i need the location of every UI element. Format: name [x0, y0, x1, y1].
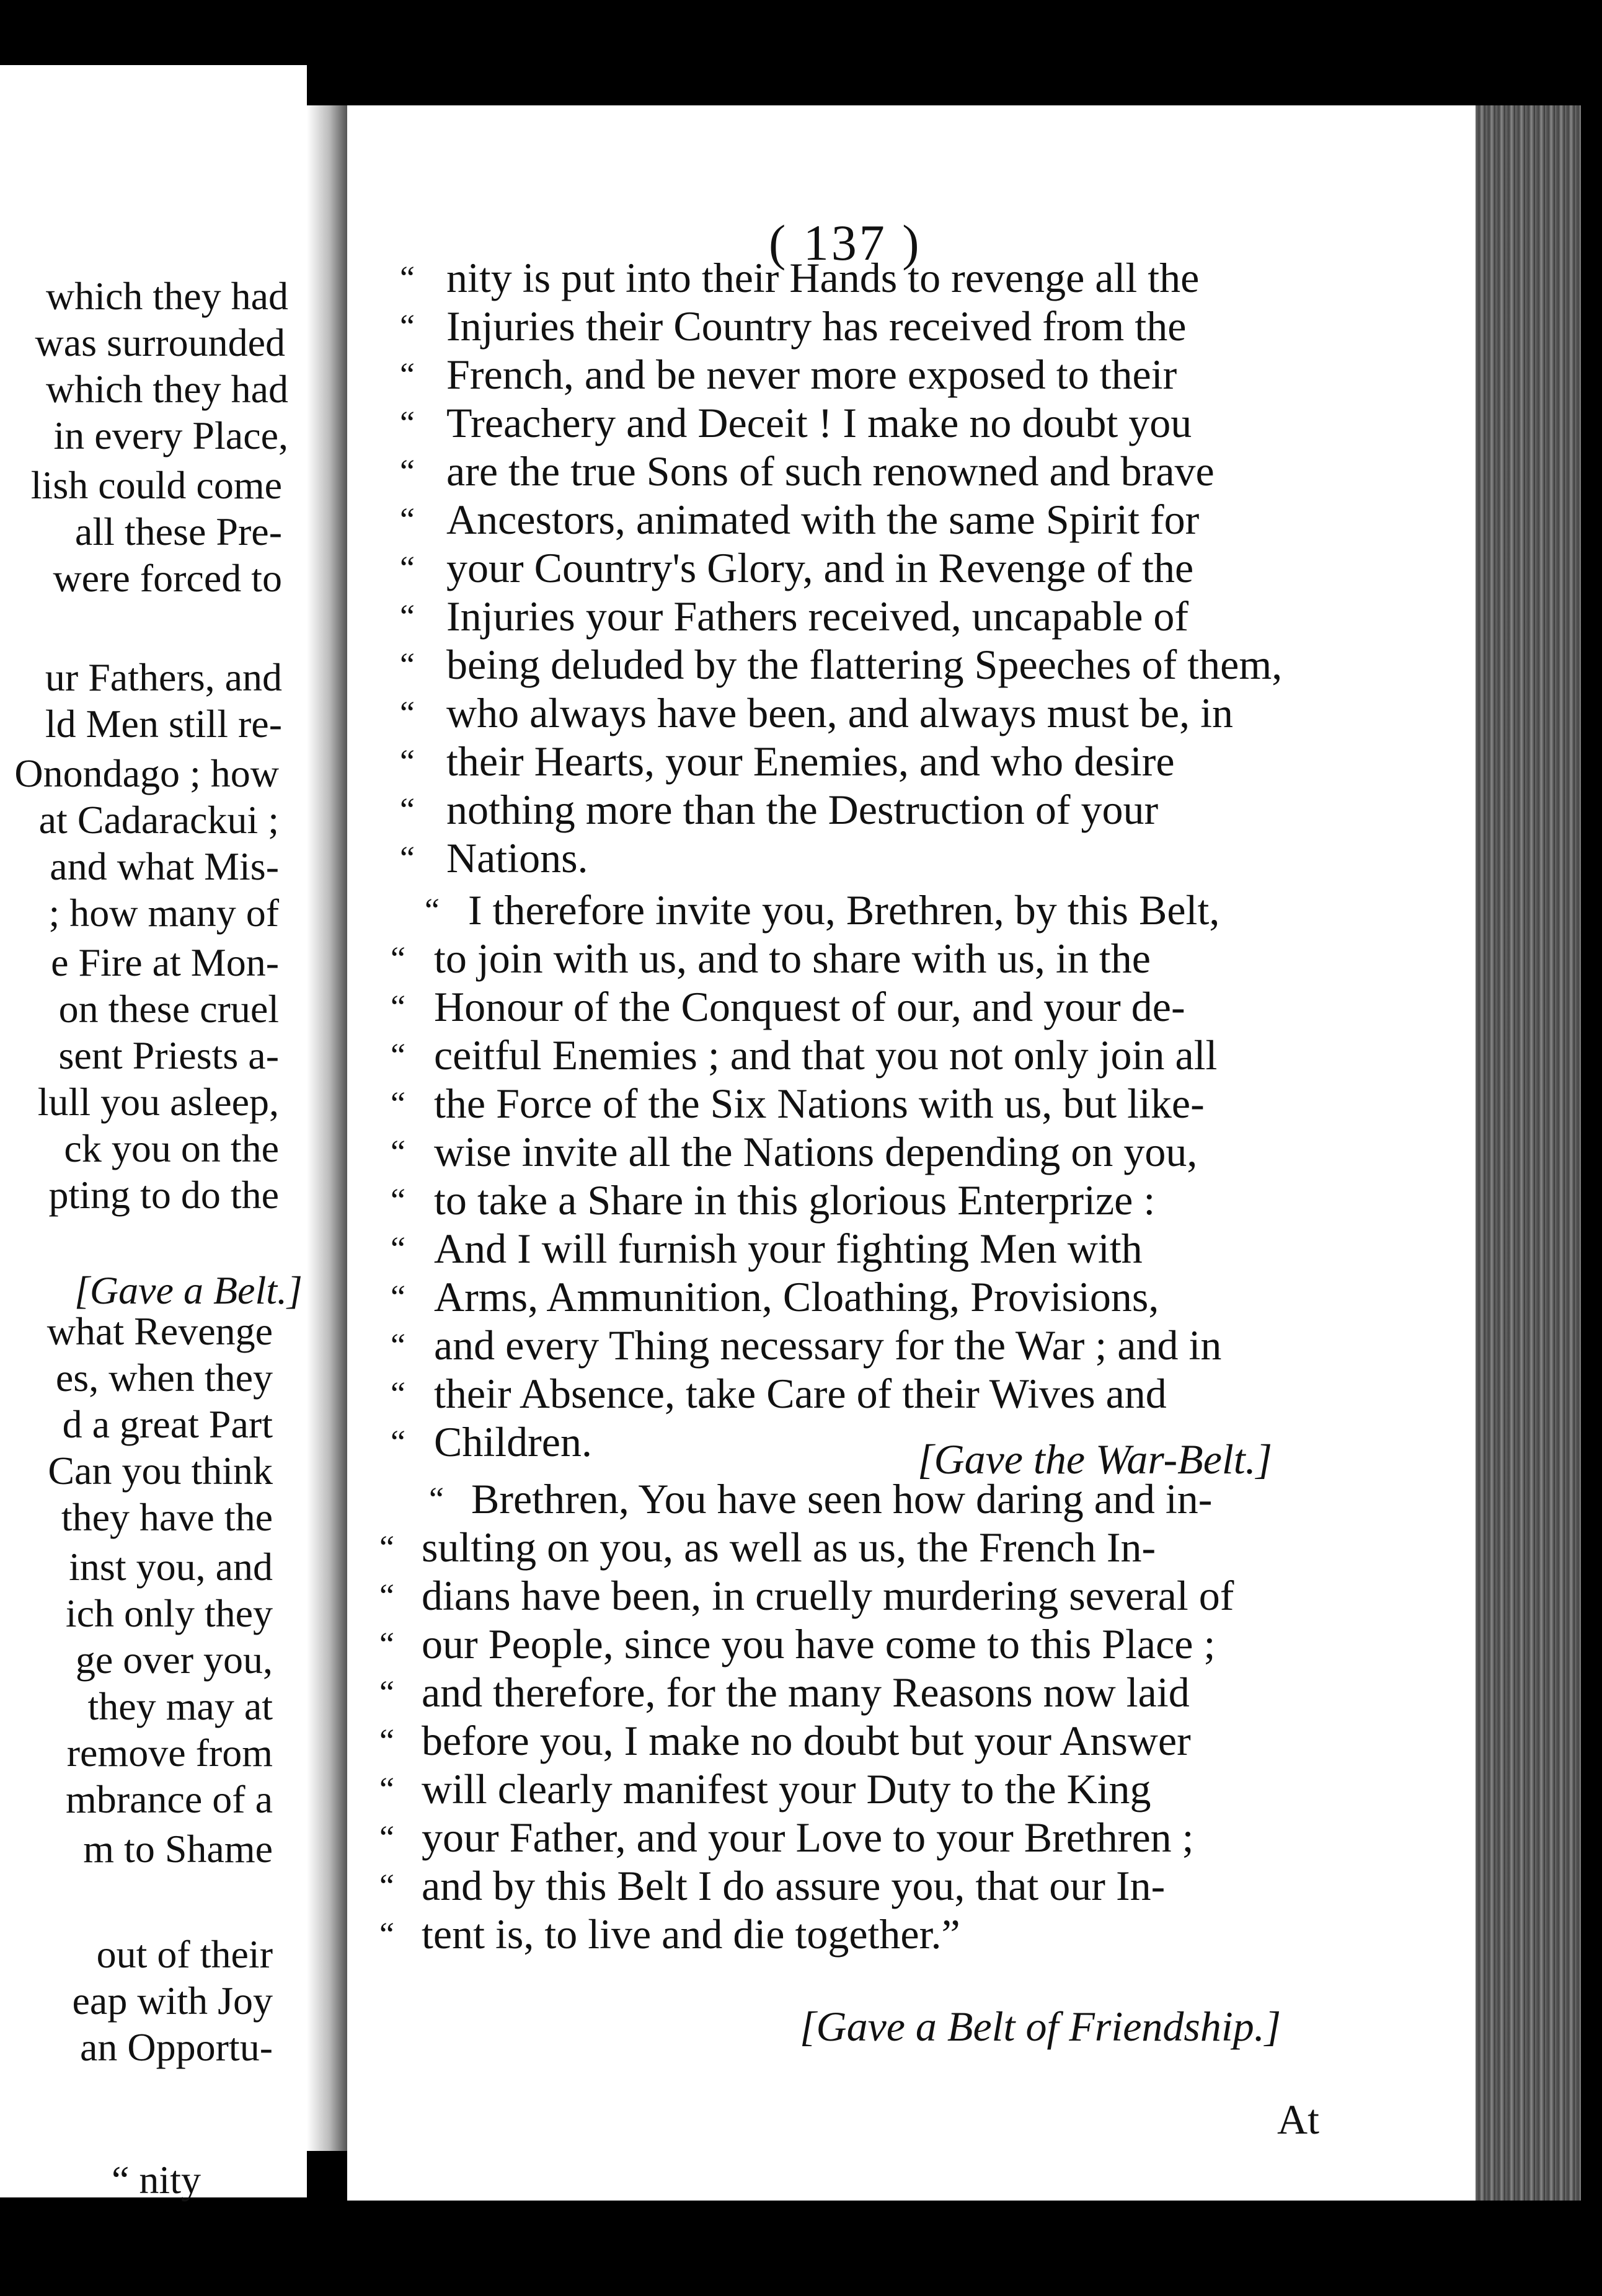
left-page-line: Can you think [48, 1449, 273, 1493]
text-line: Ancestors, animated with the same Spirit for [446, 496, 1200, 543]
left-page-line: they may at [87, 1684, 273, 1728]
quote-mark: “ [379, 1674, 394, 1711]
quote-mark: “ [400, 549, 415, 586]
left-page-line: ur Fathers, and [45, 655, 282, 699]
text-line: their Absence, take Care of their Wives and [434, 1370, 1167, 1417]
left-page-line: pting to do the [48, 1173, 279, 1217]
text-line: French, and be never more exposed to their [446, 351, 1177, 398]
quote-mark: “ [400, 791, 415, 828]
left-page-line: they have the [61, 1495, 273, 1539]
left-page-line: ck you on the [64, 1126, 279, 1170]
left-page-line: e Fire at Mon- [51, 940, 279, 984]
text-line: And I will furnish your fighting Men with [434, 1225, 1143, 1272]
text-line: wise invite all the Nations depending on you, [434, 1128, 1198, 1175]
quote-mark: “ [400, 307, 415, 345]
page-number: ( 137 ) [769, 214, 922, 271]
quote-mark: “ [400, 646, 415, 683]
quote-mark: “ [400, 501, 415, 538]
quote-mark: “ [429, 1480, 444, 1517]
quote-mark: “ [391, 1181, 405, 1219]
quote-mark: “ [400, 743, 415, 780]
left-page-line: ich only they [65, 1591, 273, 1635]
text-line: your Country's Glory, and in Revenge of the [446, 544, 1194, 591]
left-page-line: lull you asleep, [37, 1080, 279, 1124]
text-line: Arms, Ammunition, Cloathing, Provisions, [434, 1273, 1159, 1320]
left-page-line: ld Men still re- [45, 702, 282, 746]
quote-mark: “ [379, 1625, 394, 1662]
left-page-line: at Cadarackui ; [38, 798, 279, 842]
left-page-line: an Opportu- [79, 2025, 273, 2069]
text-line: Honour of the Conquest of our, and your de- [434, 983, 1185, 1030]
text-line: your Father, and your Love to your Brethren ; [422, 1814, 1194, 1861]
quote-mark: “ [425, 891, 440, 929]
belt-note-war-belt: [Gave the War-Belt.] [918, 1436, 1273, 1483]
left-page-line: what Revenge [46, 1309, 273, 1353]
text-line: Injuries their Country has received from the [446, 302, 1187, 350]
quote-mark: “ [379, 1770, 394, 1808]
quote-mark: “ [391, 1036, 405, 1074]
left-page-line: eap with Joy [72, 1979, 273, 2023]
quote-mark: “ [379, 1722, 394, 1759]
left-page-line: were forced to [53, 556, 282, 600]
left-page-line: in every Place, [53, 413, 288, 457]
left-page-line: sent Priests a- [58, 1033, 279, 1077]
left-page-line: was surrounded [35, 320, 285, 364]
text-line: Treachery and Deceit ! I make no doubt you [446, 399, 1192, 446]
quote-mark: “ [391, 1327, 405, 1364]
quote-mark: “ [400, 404, 415, 441]
left-page-line: remove from [66, 1731, 273, 1775]
text-line: ceitful Enemies ; and that you not only join all [434, 1031, 1218, 1079]
left-page-line: d a great Part [62, 1402, 273, 1446]
text-line: Nations. [446, 834, 588, 881]
quote-mark: “ [379, 1867, 394, 1904]
quote-mark: “ [400, 453, 415, 490]
left-page-line: on these cruel [58, 987, 279, 1031]
quote-mark: “ [391, 1133, 405, 1170]
left-page-line: all these Pre- [74, 510, 282, 554]
left-page-line: lish could come [30, 463, 282, 507]
quote-mark: “ [391, 1230, 405, 1267]
text-line: Injuries your Fathers received, uncapable of [446, 593, 1189, 640]
text-line: and by this Belt I do assure you, that our In- [422, 1862, 1166, 1909]
text-line: and therefore, for the many Reasons now laid [422, 1669, 1190, 1716]
text-line: to join with us, and to share with us, in the [434, 935, 1151, 982]
quote-mark: “ [391, 1375, 405, 1412]
left-page-line: ; how many of [48, 891, 279, 935]
quote-mark: “ [379, 1915, 394, 1953]
left-page-line: mbrance of a [65, 1777, 273, 1821]
quote-mark: “ [391, 1423, 405, 1460]
text-line: tent is, to live and die together.” [422, 1910, 960, 1958]
left-page-line: which they had [46, 367, 288, 411]
quote-mark: “ [379, 1577, 394, 1614]
quote-mark: “ [391, 1278, 405, 1315]
text-line: before you, I make no doubt but your Answer [422, 1717, 1191, 1764]
text-line: being deluded by the flattering Speeches of them, [446, 641, 1283, 688]
quote-mark: “ [379, 1529, 394, 1566]
quote-mark: “ [391, 988, 405, 1025]
text-line: nothing more than the Destruction of your [446, 786, 1159, 833]
text-line: Brethren, You have seen how daring and in- [471, 1475, 1213, 1522]
text-line: their Hearts, your Enemies, and who desire [446, 738, 1175, 785]
text-line: nity is put into their Hands to revenge all the [446, 254, 1200, 301]
left-page-line: inst you, and [69, 1545, 273, 1589]
text-line: and every Thing necessary for the War ; and in [434, 1322, 1222, 1369]
quote-mark: “ [379, 1819, 394, 1856]
quote-mark: “ [391, 940, 405, 977]
text-line: dians have been, in cruelly murdering several of [422, 1572, 1234, 1619]
left-page-belt-note: [Gave a Belt.] [74, 1268, 303, 1312]
left-page-line: es, when they [55, 1356, 273, 1400]
text-line: sulting on you, as well as us, the French In- [422, 1524, 1156, 1571]
text-line: who always have been, and always must be, in [446, 689, 1233, 736]
quote-mark: “ [400, 598, 415, 635]
left-page-line: which they had [46, 274, 288, 318]
left-page-line: out of their [96, 1932, 273, 1976]
quote-mark: “ [400, 356, 415, 393]
left-page-catchword: “ nity [112, 2158, 201, 2202]
quote-mark: “ [400, 694, 415, 731]
left-page-line: and what Mis- [50, 844, 279, 888]
left-page-line: Onondago ; how [14, 751, 279, 795]
text-line: I therefore invite you, Brethren, by this Belt, [468, 886, 1220, 934]
text-line: to take a Share in this glorious Enterprize : [434, 1177, 1156, 1224]
text-line: are the true Sons of such renowned and brave [446, 448, 1215, 495]
text-line: Children. [434, 1418, 592, 1465]
quote-mark: “ [391, 1085, 405, 1122]
catchword: At [1277, 2096, 1319, 2143]
left-facing-page [0, 65, 307, 2202]
page-edge-stack [1476, 105, 1581, 2201]
quote-mark: “ [400, 839, 415, 876]
belt-note-friendship: [Gave a Belt of Friendship.] [800, 2003, 1281, 2050]
quote-mark: “ [400, 259, 415, 296]
left-page-line: m to Shame [83, 1827, 273, 1871]
text-line: our People, since you have come to this Place ; [422, 1620, 1216, 1667]
text-line: will clearly manifest your Duty to the King [422, 1765, 1151, 1813]
text-line: the Force of the Six Nations with us, but like- [434, 1080, 1205, 1127]
left-page-line: ge over you, [75, 1638, 273, 1682]
